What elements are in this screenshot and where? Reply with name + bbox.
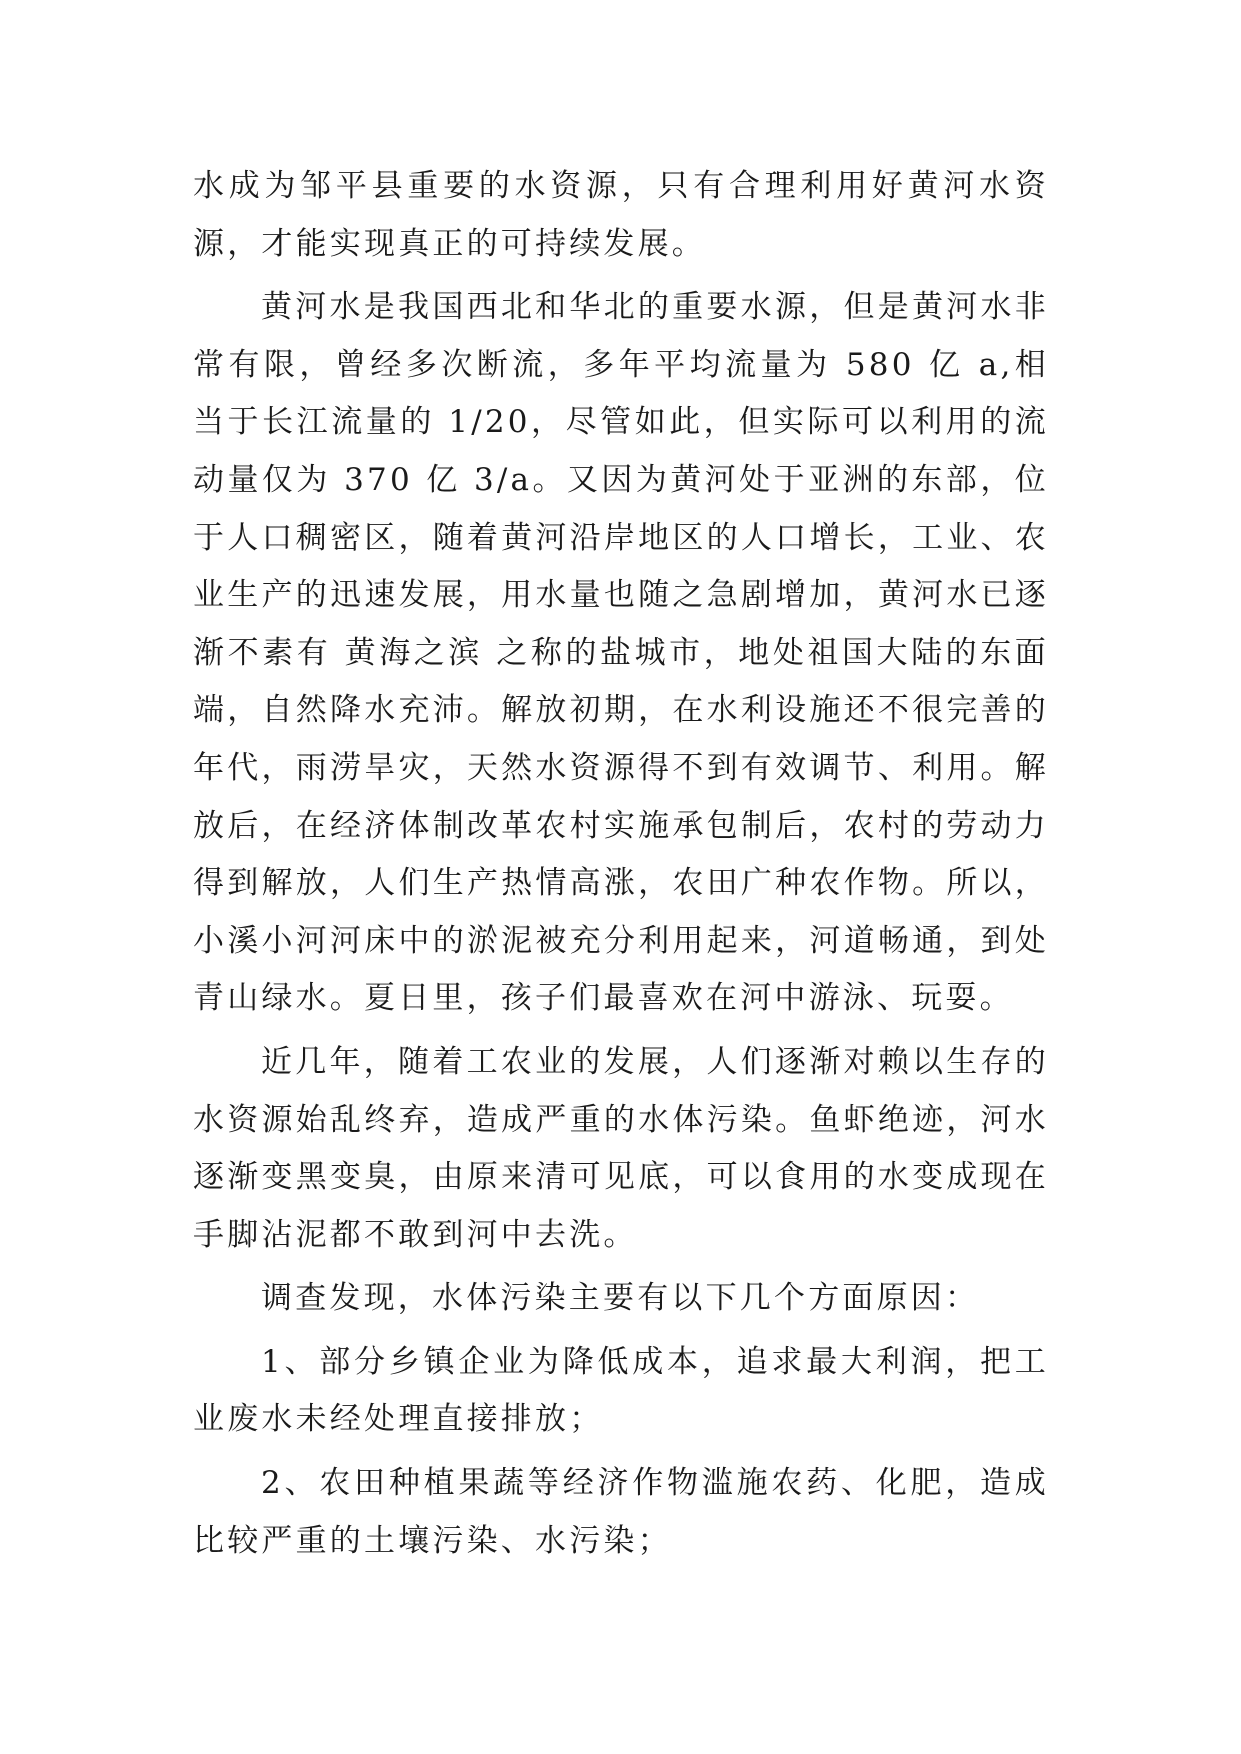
paragraph-survey: 调查发现，水体污染主要有以下几个方面原因：	[261, 1280, 980, 1317]
paragraph-pollution: 近几年，随着工农业的发展，人们逐渐对赖以生存的水资源始乱终弃，造成严重的水体污染。鱼虾绝迹，河水逐渐变黑变臭，由原来清可见底，可以食用的水变成现在手脚沾泥都不敢到河中去洗。	[193, 1043, 1049, 1253]
list-item-1: 1、部分乡镇企业为降低成本，追求最大利润，把工业废水未经处理直接排放；	[193, 1343, 1049, 1438]
paragraph-yellow-river: 黄河水是我国西北和华北的重要水源，但是黄河水非常有限，曾经多次断流，多年平均流量为 580 亿 a,相当于长江流量的 1/20，尽管如此，但实际可以利用的流动量仅为 370 亿 3/a。又因为黄河处于亚洲的东部，位于人口稠密区，随着黄河沿岸地区的人口增长，工业、农业生产的迅速发展，用水量也随之急剧增加，黄河水已逐渐不素有 黄海之滨 之称的盐城市，地处祖国大陆的东面端，自然降水充沛。解放初期，在水利设施还不很完善的年代，雨涝旱灾，天然水资源得不到有效调节、利用。解放后，在经济体制改革农村实施承包制后，农村的劳动力得到解放，人们生产热情高涨，农田广种农作物。所以，小溪小河河床中的淤泥被充分利用起来，河道畅通，到处青山绿水。夏日里，孩子们最喜欢在河中游泳、玩耍。	[193, 289, 1049, 1017]
list-item-2: 2、农田种植果蔬等经济作物滥施农药、化肥，造成比较严重的土壤污染、水污染；	[193, 1465, 1049, 1559]
document-body	[193, 158, 1049, 1576]
paragraph-continuation: 水成为邹平县重要的水资源，只有合理利用好黄河水资源，才能实现真正的可持续发展。	[193, 168, 1049, 262]
